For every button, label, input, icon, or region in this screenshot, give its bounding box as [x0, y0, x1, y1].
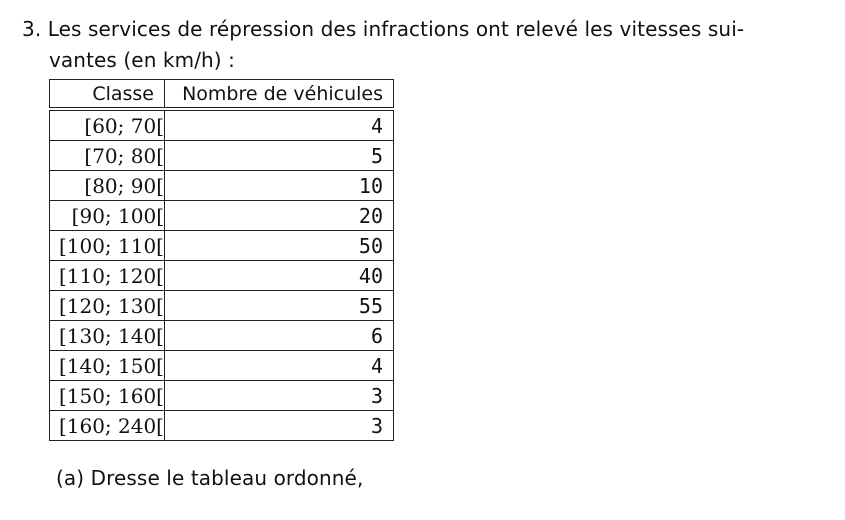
table-row [50, 291, 394, 321]
class-cell: [130; 140[ [50, 321, 165, 351]
count-cell: 10 [165, 171, 394, 201]
class-cell: [100; 110[ [50, 231, 165, 261]
count-cell: 55 [165, 291, 394, 321]
header-classe: Classe [50, 80, 165, 110]
class-cell: [140; 150[ [50, 351, 165, 381]
count-cell: 4 [165, 351, 394, 381]
table-row [50, 321, 394, 351]
table-row [50, 381, 394, 411]
count-cell: 3 [165, 381, 394, 411]
count-cell: 3 [165, 411, 394, 441]
question-line-2: vantes (en km/h) : [49, 48, 236, 72]
count-cell: 40 [165, 261, 394, 291]
speed-table [49, 79, 394, 441]
class-cell: [70; 80[ [50, 141, 165, 171]
class-cell: [120; 130[ [50, 291, 165, 321]
table-row [50, 171, 394, 201]
table-row [50, 351, 394, 381]
class-cell: [90; 100[ [50, 201, 165, 231]
header-nombre: Nombre de véhicules [165, 80, 394, 110]
table-row [50, 261, 394, 291]
table-row [50, 201, 394, 231]
count-cell: 6 [165, 321, 394, 351]
count-cell: 20 [165, 201, 394, 231]
table-row [50, 141, 394, 171]
class-cell: [150; 160[ [50, 381, 165, 411]
count-cell: 5 [165, 141, 394, 171]
class-cell: [110; 120[ [50, 261, 165, 291]
table-header-row [50, 80, 394, 110]
table-row [50, 411, 394, 441]
class-cell: [160; 240[ [50, 411, 165, 441]
count-cell: 4 [165, 109, 394, 141]
table-row [50, 231, 394, 261]
table-row [50, 109, 394, 141]
count-cell: 50 [165, 231, 394, 261]
question-text [22, 14, 832, 76]
question-line-1: 3. Les services de répression des infractions ont relevé les vitesses sui- [22, 17, 745, 41]
class-cell: [80; 90[ [50, 171, 165, 201]
subquestion-a: (a) Dresse le tableau ordonné, [56, 466, 364, 490]
class-cell: [60; 70[ [50, 109, 165, 141]
